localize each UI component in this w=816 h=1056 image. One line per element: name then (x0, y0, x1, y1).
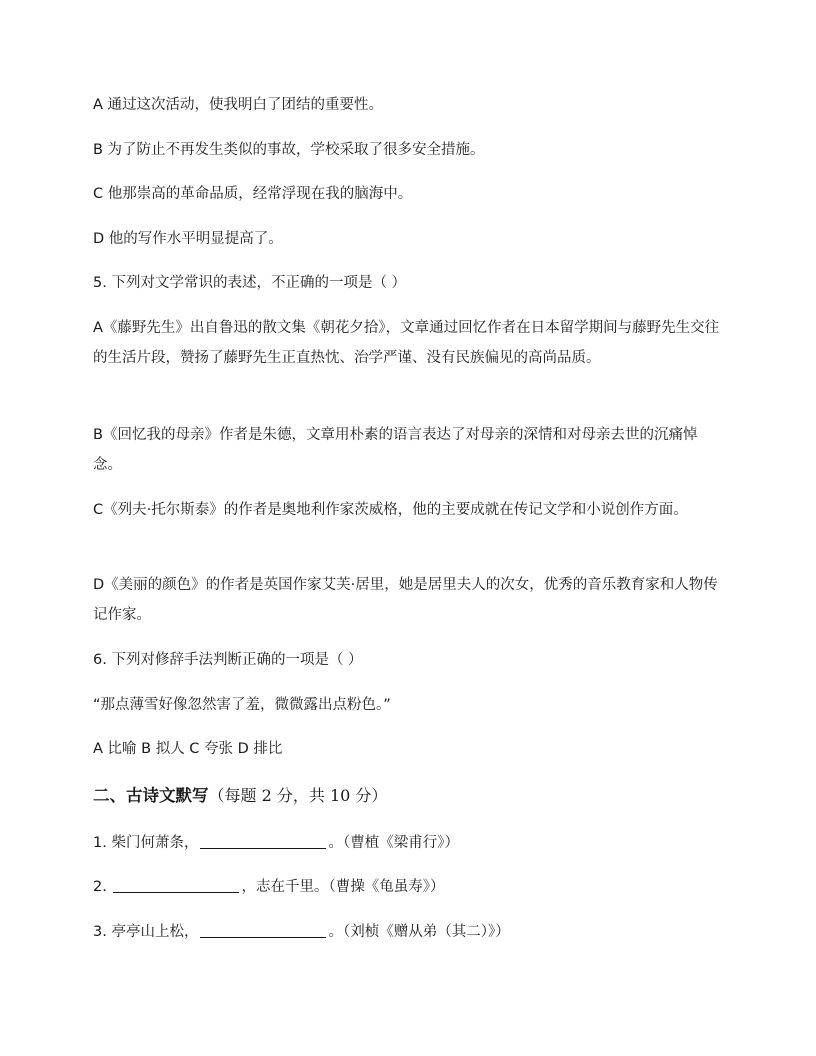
q5-option-d: D《美丽的颜色》的作者是英国作家艾芙·居里，她是居里夫人的次女，优秀的音乐教育家和人物传记作家。 (93, 577, 718, 623)
poem-q2-after: ，志在千里。（曹操《龟虽寿》） (241, 879, 445, 895)
section-title: 二、古诗文默写 (93, 786, 209, 805)
answer-blank-2[interactable] (113, 876, 239, 893)
section-heading (93, 781, 387, 811)
poem-q1 (93, 828, 459, 858)
q6-quote: “那点薄雪好像忽然害了羞，微微露出点粉色。” (93, 697, 391, 713)
q4-option-d: D 他的写作水平明显提高了。 (93, 231, 283, 247)
poem-q3-before: 3. 亭亭山上松， (93, 924, 199, 940)
q5-option-b: B《回忆我的母亲》作者是朱德，文章用朴素的语言表达了对母亲的深情和对母亲去世的沉痛悼念。 (93, 427, 698, 473)
poem-q1-after: 。（曹植《梁甫行》） (328, 835, 459, 851)
answer-blank-1[interactable] (200, 832, 326, 849)
q4-option-c: C 他那崇高的革命品质，经常浮现在我的脑海中。 (93, 186, 413, 202)
q6-stem: 6. 下列对修辞手法判断正确的一项是（ ） (93, 652, 363, 668)
poem-q3-after: 。（刘桢《赠从弟（其二）》） (328, 924, 510, 940)
q5-option-a: A《藤野先生》出自鲁迅的散文集《朝花夕拾》，文章通过回忆作者在日本留学期间与藤野先生交往的生活片段，赞扬了藤野先生正直热忱、治学严谨、没有民族偏见的高尚品质。 (93, 320, 720, 366)
answer-blank-3[interactable] (200, 921, 326, 938)
q4-option-b: B 为了防止不再发生类似的事故，学校采取了很多安全措施。 (93, 142, 485, 158)
q4-option-a: A 通过这次活动，使我明白了团结的重要性。 (93, 97, 384, 113)
q5-stem: 5. 下列对文学常识的表述，不正确的一项是（ ） (93, 275, 407, 291)
poem-q1-before: 1. 柴门何萧条， (93, 835, 199, 851)
section-note: （每题 2 分，共 10 分） (208, 786, 388, 805)
poem-q2 (93, 872, 444, 902)
poem-q2-before: 2. (93, 879, 112, 895)
q5-option-c: C《列夫·托尔斯泰》的作者是奥地利作家茨威格，他的主要成就在传记文学和小说创作方面。 (93, 502, 688, 518)
poem-q3 (93, 917, 510, 947)
q6-options: A 比喻 B 拟人 C 夸张 D 排比 (93, 741, 283, 757)
